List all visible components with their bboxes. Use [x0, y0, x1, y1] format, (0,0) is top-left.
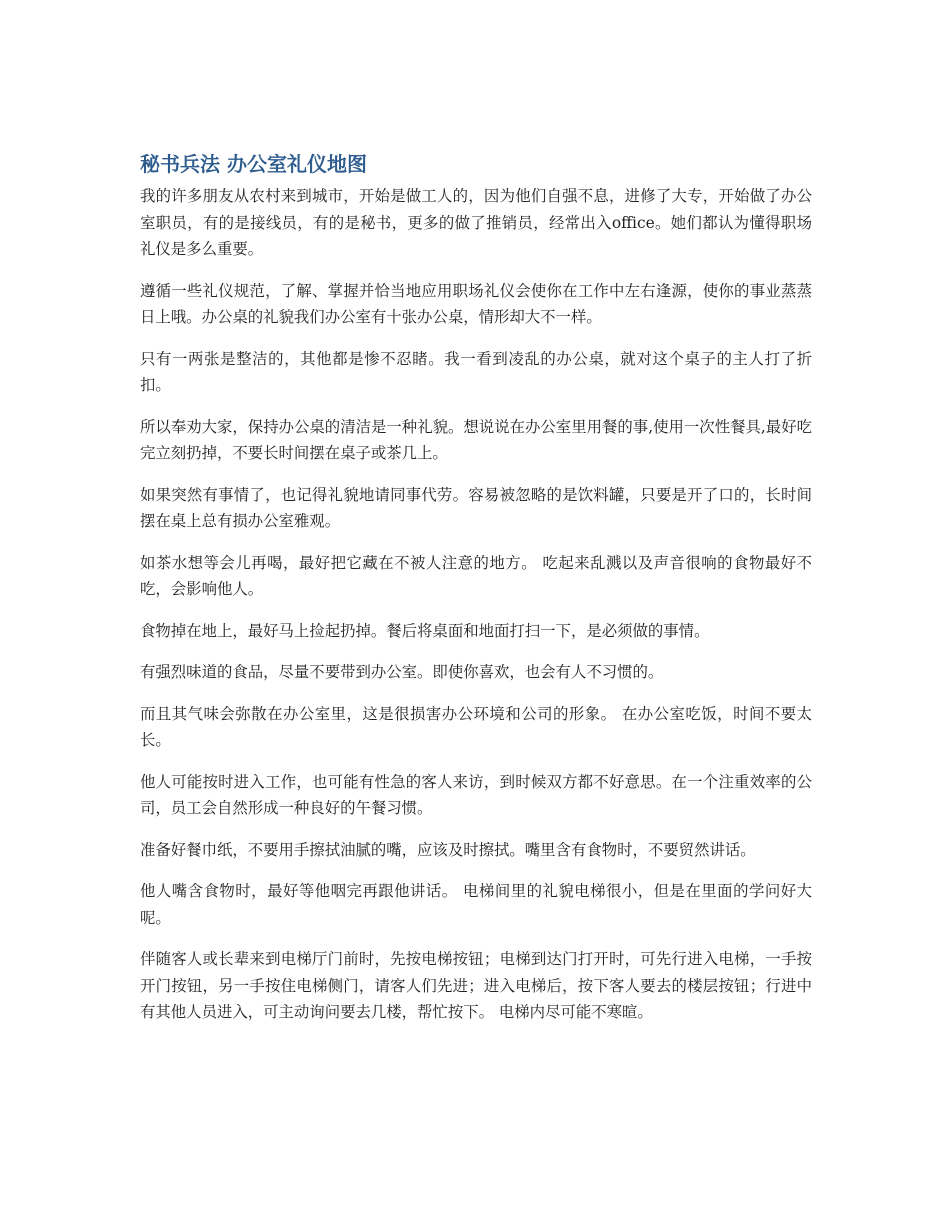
paragraph-7: 食物掉在地上，最好马上捡起扔掉。餐后将桌面和地面打扫一下，是必须做的事情。 — [140, 621, 710, 640]
paragraph-10: 他人可能按时进入工作，也可能有性急的客人来访，到时候双方都不好意思。在一个注重效率的公司，员工会自然形成一种良好的午餐习惯。 — [140, 772, 812, 817]
paragraph-8: 有强烈味道的食品，尽量不要带到办公室。即使你喜欢，也会有人不习惯的。 — [140, 663, 664, 681]
document-title: 秘书兵法 办公室礼仪地图 — [140, 152, 367, 176]
paragraph-4: 所以奉劝大家，保持办公桌的清洁是一种礼貌。想说说在办公室里用餐的事,使用一次性餐具,最好吃完立刻扔掉，不要长时间摆在桌子或茶几上。 — [140, 417, 812, 462]
paragraph-12: 他人嘴含食物时，最好等他咽完再跟他讲话。 电梯间里的礼貌电梯很小，但是在里面的学问好大呢。 — [140, 882, 812, 927]
paragraph-2: 遵循一些礼仪规范，了解、掌握并恰当地应用职场礼仪会使你在工作中左右逢源，使你的事业蒸蒸日上哦。办公桌的礼貌我们办公室有十张办公桌，情形却大不一样。 — [140, 281, 812, 326]
paragraph-1: 我的许多朋友从农村来到城市，开始是做工人的，因为他们自强不息，进修了大专，开始做了办公室职员，有的是接线员，有的是秘书，更多的做了推销员，经常出入office。她们都认为懂得职场礼仪是多么重要。 — [140, 187, 812, 258]
paragraph-6: 如茶水想等会儿再喝，最好把它藏在不被人注意的地方。 吃起来乱溅以及声音很响的食物最好不吃，会影响他人。 — [140, 553, 812, 598]
paragraph-9: 而且其气味会弥散在办公室里，这是很损害办公环境和公司的形象。 在办公室吃饭，时间不要太长。 — [140, 704, 812, 749]
paragraph-5: 如果突然有事情了，也记得礼貌地请同事代劳。容易被忽略的是饮料罐，只要是开了口的，长时间摆在桌上总有损办公室雅观。 — [140, 485, 812, 530]
paragraph-11: 准备好餐巾纸，不要用手擦拭油腻的嘴，应该及时擦拭。嘴里含有食物时，不要贸然讲话。 — [140, 840, 756, 859]
document-page — [140, 150, 812, 1041]
paragraph-13: 伴随客人或长辈来到电梯厅门前时，先按电梯按钮；电梯到达门打开时，可先行进入电梯，一手按开门按钮，另一手按住电梯侧门，请客人们先进；进入电梯后，按下客人要去的楼层按钮；行进中有其他人员进入，可主动询问要去几楼，帮忙按下。 电梯内尽可能不寒暄。 — [140, 950, 812, 1021]
paragraph-3: 只有一两张是整洁的，其他都是惨不忍睹。我一看到凌乱的办公桌，就对这个桌子的主人打了折扣。 — [140, 349, 812, 394]
